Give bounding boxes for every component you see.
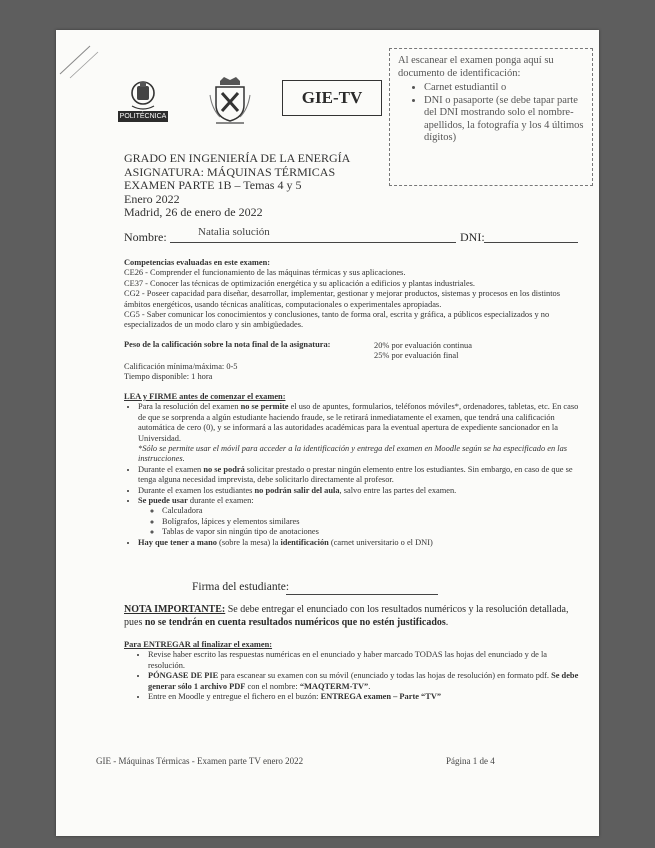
- exam-part-title: EXAMEN PARTE 1B – Temas 4 y 5: [124, 178, 302, 193]
- crown-shield-icon: [206, 75, 254, 127]
- exam-month: Enero 2022: [124, 191, 180, 206]
- upm-logo-label: POLITÉCNICA: [119, 113, 167, 120]
- important-note: [124, 604, 586, 629]
- submission-emphasis: PÓNGASE DE PIE: [148, 671, 219, 681]
- submission-item: [148, 692, 586, 702]
- instruction-text: (sobre la mesa) la: [216, 537, 281, 547]
- pencil-mark-decoration: [56, 34, 110, 86]
- instruction-text: Durante el examen: [138, 464, 204, 474]
- exam-code-box: GIE-TV: [282, 80, 382, 116]
- file-name: “MAQTERM-TV”: [299, 681, 369, 691]
- submission-text: para escanear su examen con su móvil (enunciado y todas las hojas de resolución) en formato pdf.: [218, 671, 552, 681]
- important-note-text: .: [445, 616, 449, 628]
- dni-label: DNI:: [460, 230, 485, 244]
- instruction-emphasis: Hay que tener a mano: [138, 537, 217, 547]
- allowed-item: ◦ Tablas de vapor sin ningún tipo de anotaciones: [162, 527, 586, 537]
- signature-line[interactable]: [286, 581, 438, 595]
- submission-emphasis: Se debe generar sólo 1 archivo PDF: [148, 671, 579, 691]
- important-note-label: NOTA IMPORTANTE:: [124, 604, 226, 615]
- instruction-item: [138, 496, 586, 538]
- competencias-title: Competencias evaluadas en este examen:: [124, 258, 271, 267]
- upm-logo: [118, 78, 168, 124]
- allowed-item: ◦ Bolígrafos, lápices y elementos similares: [162, 517, 586, 527]
- instruction-item: [138, 538, 586, 548]
- footer-page-number: Página 1 de 4: [446, 756, 495, 766]
- exam-date: Madrid, 26 de enero de 2022: [124, 205, 263, 220]
- important-note-text: Se debe entregar el enunciado con los resultados numéricos y la resolución detallada, pues: [124, 604, 569, 628]
- allowed-item: ◦ Calculadora: [162, 506, 586, 516]
- instruction-text: durante el examen:: [187, 496, 254, 506]
- instruction-emphasis: identificación: [280, 537, 329, 547]
- instruction-emphasis: no se podrá: [203, 464, 245, 474]
- mobile-note: *Sólo se permite usar el móvil para acceder a la identificación y entrega del examen en Moodle según se ha especificado en las instrucciones.: [138, 444, 568, 464]
- peso-values: [374, 341, 472, 362]
- instruction-emphasis: Se puede usar: [138, 496, 188, 506]
- peso-final: 25% por evaluación final: [374, 351, 459, 361]
- name-value: Natalia solución: [198, 226, 270, 238]
- school-shield-logo: [206, 75, 254, 127]
- competencias-section: [124, 258, 586, 331]
- instruction-text: , salvo entre las partes del examen.: [339, 485, 457, 495]
- id-document-box: [389, 48, 593, 186]
- peso-title: Peso de la calificación sobre la nota final de la asignatura:: [124, 340, 331, 349]
- instruction-text: solicitar prestado o prestar ningún elemento entre los estudiantes. Sin embargo, en caso de que se tenga alguna necesidad imprevista, debe solicitarlo directamente al profesor.: [138, 464, 573, 485]
- subject-title: ASIGNATURA: MÁQUINAS TÉRMICAS: [124, 164, 336, 179]
- competencia-item: CG2 - Poseer capacidad para diseñar, desarrollar, implementar, gestionar y mejorar productos, sistemas y procesos en los distintos ámbitos energéticos, usando técnicas analíticas, computacionales o experimentales apropiadas.: [124, 289, 560, 309]
- submission-title: Para ENTREGAR al finalizar el examen:: [124, 640, 273, 649]
- instruction-item: [138, 402, 586, 464]
- instruction-text: (carnet universitario o el DNI): [328, 537, 433, 547]
- submission-text: con el nombre:: [245, 681, 300, 691]
- id-box-item: • Carnet estudiantil o: [424, 82, 586, 95]
- instruction-item: [138, 486, 586, 496]
- dropbox-name: ENTREGA examen – Parte “TV”: [320, 692, 442, 702]
- exam-page: [56, 30, 599, 836]
- footer-left: GIE - Máquinas Térmicas - Examen parte TV enero 2022: [96, 756, 304, 766]
- instruction-text: Durante el examen los estudiantes: [138, 485, 255, 495]
- id-box-item: • DNI o pasaporte (se debe tapar parte del DNI mostrando solo el nombre-apellidos, la fotografía y los 4 últimos dígitos): [424, 95, 586, 145]
- submission-item: [148, 671, 586, 692]
- instruction-emphasis: no podrán salir del aula: [254, 485, 340, 495]
- instruction-text: Para la resolución del examen: [138, 402, 241, 412]
- name-label: Nombre:: [124, 230, 167, 244]
- upm-crest-icon: [118, 78, 168, 112]
- peso-title-text: Peso de la calificación sobre la nota final de la asignatura: [124, 340, 328, 349]
- tiempo-disponible: Tiempo disponible: 1 hora: [124, 372, 213, 382]
- instruction-text: el uso de apuntes, formularios, teléfonos móviles*, ordenadores, tabletas, etc. En caso de que se sorprenda a algún estudiante haciendo fraude, se le retirará inmediatamente el examen, que tendrá una calificación automática de cero (0), y se informará a las autoridades académicas para la eventual apertura de expediente sancionador en la Universidad.: [138, 402, 579, 443]
- peso-continua: 20% por evaluación continua: [374, 341, 472, 350]
- student-fields: [124, 228, 584, 246]
- instruction-item: [138, 465, 586, 486]
- submission-section: [124, 640, 586, 702]
- peso-details: [124, 362, 238, 383]
- submission-text: .: [368, 681, 371, 691]
- instructions-title: LEA y FIRME antes de comenzar el examen:: [124, 392, 286, 401]
- important-note-emphasis: no se tendrán en cuenta resultados numéricos que no estén justificados: [144, 616, 446, 628]
- signature-label: Firma del estudiante:: [192, 581, 290, 593]
- competencia-item: CE37 - Conocer las técnicas de optimización energética y su aplicación a edificios y plantas industriales.: [124, 278, 476, 288]
- header-block: [124, 152, 350, 220]
- calificacion-min-max: Calificación mínima/máxima: 0-5: [124, 362, 238, 371]
- id-box-intro: Al escanear el examen ponga aquí su documento de identificación:: [398, 55, 554, 79]
- instruction-emphasis: no se permite: [240, 402, 289, 412]
- competencia-item: CG5 - Saber comunicar los conocimientos y conclusiones, tanto de forma oral, escrita y gráfica, a públicos especializados y no especializados de un modo claro y sin ambigüedades.: [124, 310, 550, 330]
- competencia-item: CE26 - Comprender el funcionamiento de las máquinas térmicas y sus aplicaciones.: [124, 268, 406, 278]
- dni-line[interactable]: [484, 228, 578, 243]
- instructions-section: [124, 392, 586, 548]
- submission-item: • Revise haber escrito las respuestas numéricas en el enunciado y haber marcado TODAS las hojas del enunciado y de la resolución.: [148, 650, 586, 671]
- submission-text: Entre en Moodle y entregue el fichero en el buzón:: [148, 692, 321, 702]
- degree-title: GRADO EN INGENIERÍA DE LA ENERGÍA: [124, 151, 351, 165]
